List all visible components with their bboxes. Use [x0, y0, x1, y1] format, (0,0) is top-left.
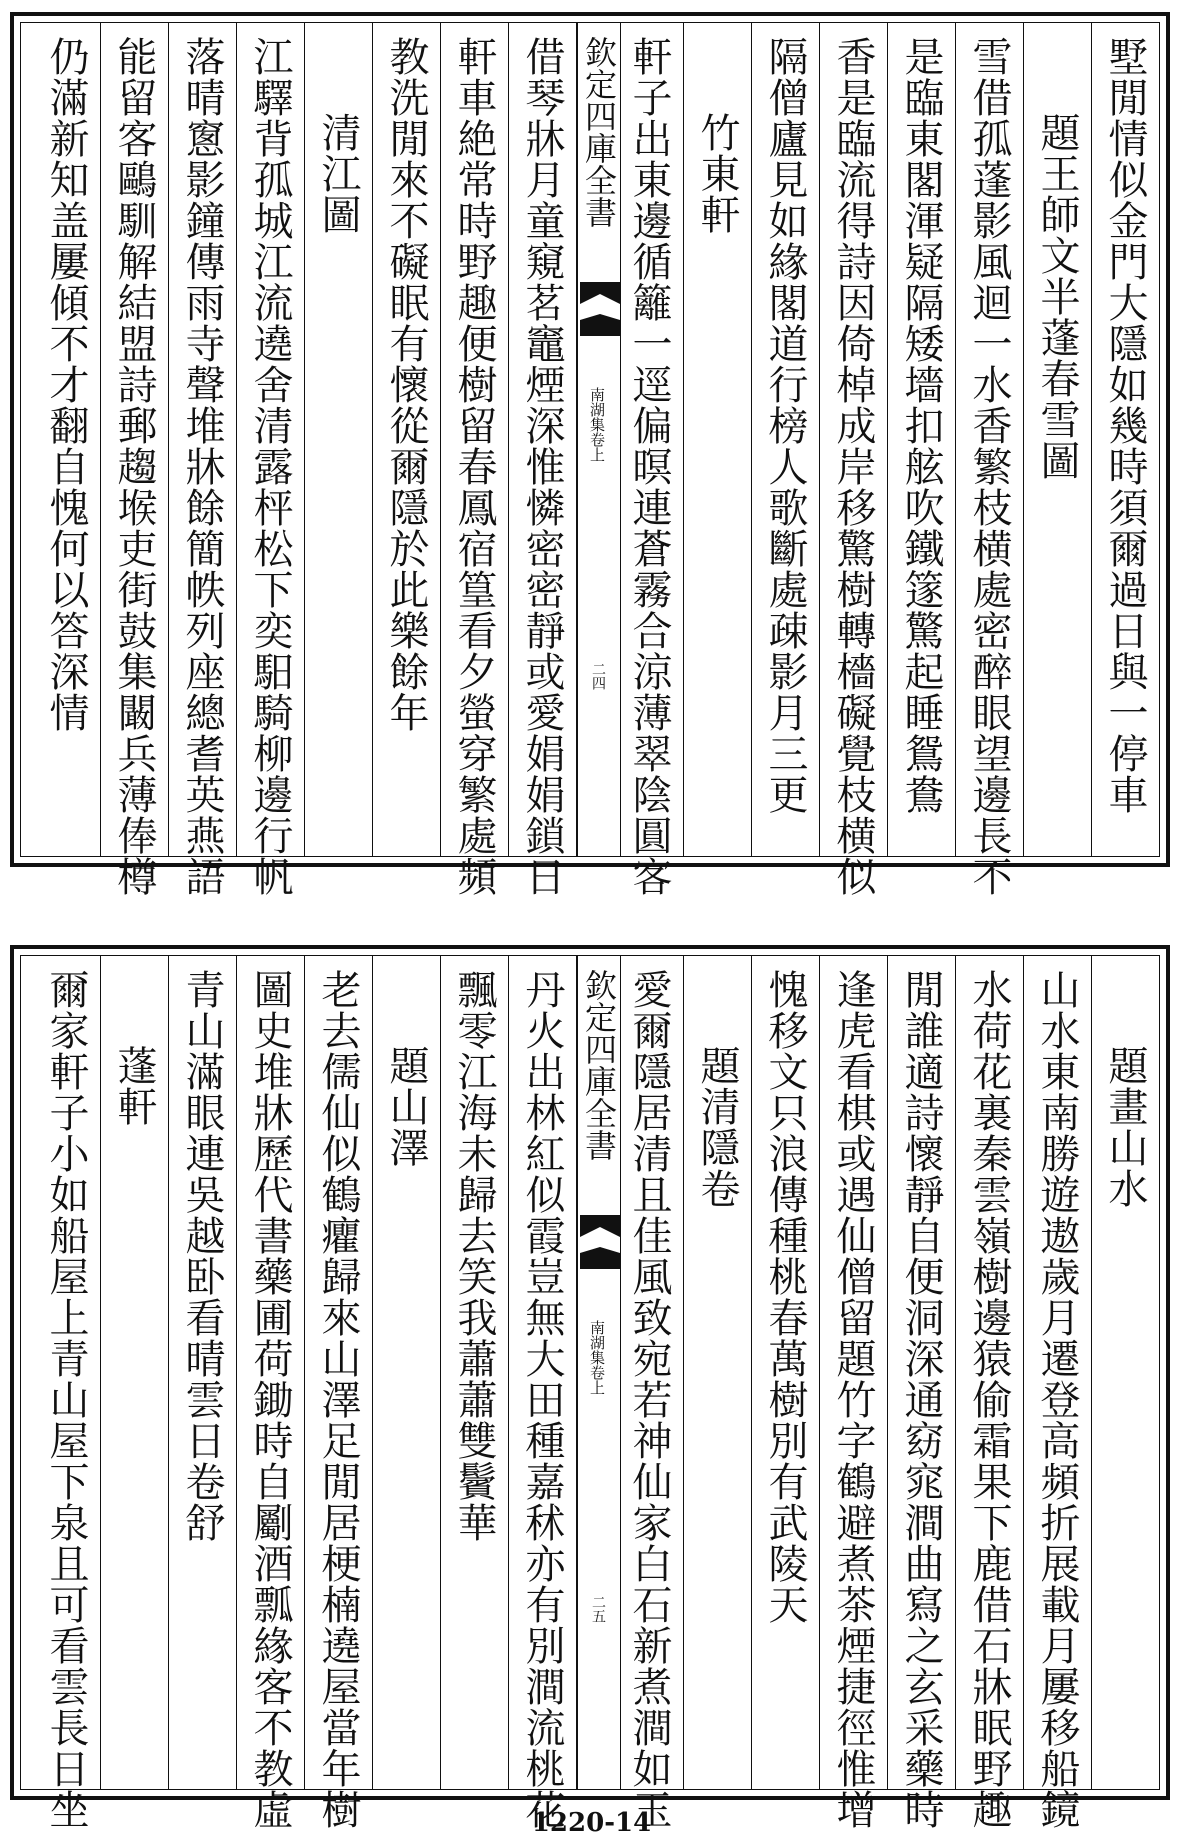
- poem-title: 蓬軒: [111, 1045, 157, 1127]
- text-column: [509, 955, 577, 1830]
- text-column: [684, 22, 752, 857]
- poem-line: 墅閒情似金門大隱如幾時須爾過日與一停車: [1102, 36, 1148, 815]
- book-and-volume: [588, 387, 606, 462]
- poem-line: 閒誰適詩懷靜自便洞深通窈窕澗曲寫之玄采藥時: [898, 969, 944, 1830]
- poem-line: 愧移文只浪傳種桃春萬樹別有武陵天: [762, 969, 808, 1625]
- poem-line: 能留客鷗馴解結盟詩郵趨堠吏街鼓集闞兵薄俸樽: [111, 36, 157, 897]
- text-column: [956, 22, 1024, 897]
- fishtail-mark: [580, 314, 620, 336]
- text-column: [441, 955, 509, 1790]
- text-column: [101, 22, 169, 897]
- text-column: [33, 955, 101, 1830]
- text-column: [752, 955, 820, 1790]
- poem-title: 題畫山水: [1102, 1045, 1148, 1209]
- book-name: 南湖集: [588, 1320, 606, 1365]
- center-spine: [577, 22, 621, 857]
- text-column: [616, 22, 684, 897]
- leaf-number: 二四: [590, 662, 606, 690]
- poem-line: 青山滿眼連吳越卧看晴雲日卷舒: [179, 969, 225, 1543]
- text-column: [888, 955, 956, 1830]
- poem-line: 軒子出東邊循籬一逕偏暝連蒼霧合涼薄翠陰圓客: [626, 36, 672, 897]
- text-column: [956, 955, 1024, 1830]
- poem-line: 軒車絶常時野趣便樹留春鳳宿篁看夕螢穿繁處頻: [451, 36, 497, 897]
- text-column: [373, 22, 441, 857]
- text-column: [1024, 955, 1092, 1830]
- text-column: [820, 955, 888, 1830]
- text-column: [441, 22, 509, 897]
- book-name: 南湖集: [588, 387, 606, 432]
- poem-title: 題王師文半蓬春雪圖: [1034, 112, 1080, 481]
- poem-line: 逢虎看棋或遇仙僧留題竹字鶴避煮茶煙捷徑惟增: [830, 969, 876, 1830]
- collection-title: 欽定四庫全書: [580, 969, 618, 1161]
- poem-line: 爾家軒子小如船屋上青山屋下泉且可看雲長日坐: [43, 969, 89, 1830]
- text-column: [101, 955, 169, 1790]
- center-spine: [577, 955, 621, 1790]
- poem-line: 山水東南勝遊遨歲月遷登高頻折展載月屢移船鏡: [1034, 969, 1080, 1830]
- poem-line: 隔僧廬見如緣閣道行榜人歌斷處疎影月三更: [762, 36, 808, 815]
- text-column: [888, 22, 956, 857]
- fishtail-mark: [580, 1215, 620, 1237]
- poem-line: 仍滿新知盖屢傾不才翻自愧何以答深情: [43, 36, 89, 733]
- volume-name: 卷上: [588, 432, 606, 462]
- fishtail-mark: [580, 1247, 620, 1269]
- poem-line: 老去儒仙似鶴癯歸來山澤足閒居梗楠遶屋當年樹: [315, 969, 361, 1830]
- poem-line: 香是臨流得詩因倚棹成岸移驚樹轉檣礙覺枝横似: [830, 36, 876, 897]
- text-column: [1024, 22, 1092, 857]
- poem-line: 水荷花裏秦雲嶺樹邊猿偷霜果下鹿借石牀眠野趣: [966, 969, 1012, 1830]
- text-column: [305, 955, 373, 1830]
- poem-title: 題山澤: [383, 1045, 429, 1168]
- poem-line: 愛爾隱居清且佳風致宛若神仙家白石新煮澗如玉: [626, 969, 672, 1830]
- text-column: [752, 22, 820, 857]
- leaf-number: 二五: [590, 1595, 606, 1623]
- volume-name: 卷上: [588, 1365, 606, 1395]
- poem-line: 飄零江海未歸去笑我蕭蕭雙鬢華: [451, 969, 497, 1543]
- text-column: [305, 22, 373, 857]
- poem-line: 雪借孤蓬影風迴一水香繁枝横處密醉眼望邊長不: [966, 36, 1012, 897]
- collection-title: 欽定四庫全書: [580, 36, 618, 228]
- poem-line: 借琴牀月童窺茗竈煙深惟憐密密靜或愛娟娟鎖日: [519, 36, 565, 897]
- text-column: [33, 22, 101, 857]
- book-and-volume: [588, 1320, 606, 1395]
- poem-title: 竹東軒: [694, 112, 740, 235]
- poem-line: 江驛背孤城江流遶舍清露枰松下奕馹騎柳邊行帆: [247, 36, 293, 897]
- text-column: [237, 955, 305, 1830]
- text-column: [1092, 955, 1160, 1790]
- poem-line: 是臨東閣渾疑隔矮墻扣舷吹鐵篴驚起睡鴛鴦: [898, 36, 944, 815]
- text-column: [616, 955, 684, 1830]
- text-column: [169, 955, 237, 1790]
- poem-line: 落晴窻影鐘傳雨寺聲堆牀餘簡帙列座總耆英燕語: [179, 36, 225, 897]
- fishtail-mark: [580, 282, 620, 304]
- text-column: [169, 22, 237, 897]
- catalog-number: 1220-14: [531, 1808, 652, 1838]
- text-column: [1092, 22, 1160, 857]
- poem-line: 丹火出林紅似霞豈無大田種嘉秫亦有別澗流桃花: [519, 969, 565, 1830]
- poem-line: 教洗閒來不礙眠有懷從爾隱於此樂餘年: [383, 36, 429, 733]
- poem-line: 圖史堆牀歷代書藥圃荷鋤時自劚酒瓢緣客不教虛: [247, 969, 293, 1830]
- text-column: [820, 22, 888, 897]
- poem-title: 題清隱卷: [694, 1045, 740, 1209]
- text-column: [373, 955, 441, 1790]
- poem-title: 清江圖: [315, 112, 361, 235]
- top-page: [10, 12, 1170, 897]
- text-column: [509, 22, 577, 897]
- text-column: [684, 955, 752, 1790]
- text-column: [237, 22, 305, 897]
